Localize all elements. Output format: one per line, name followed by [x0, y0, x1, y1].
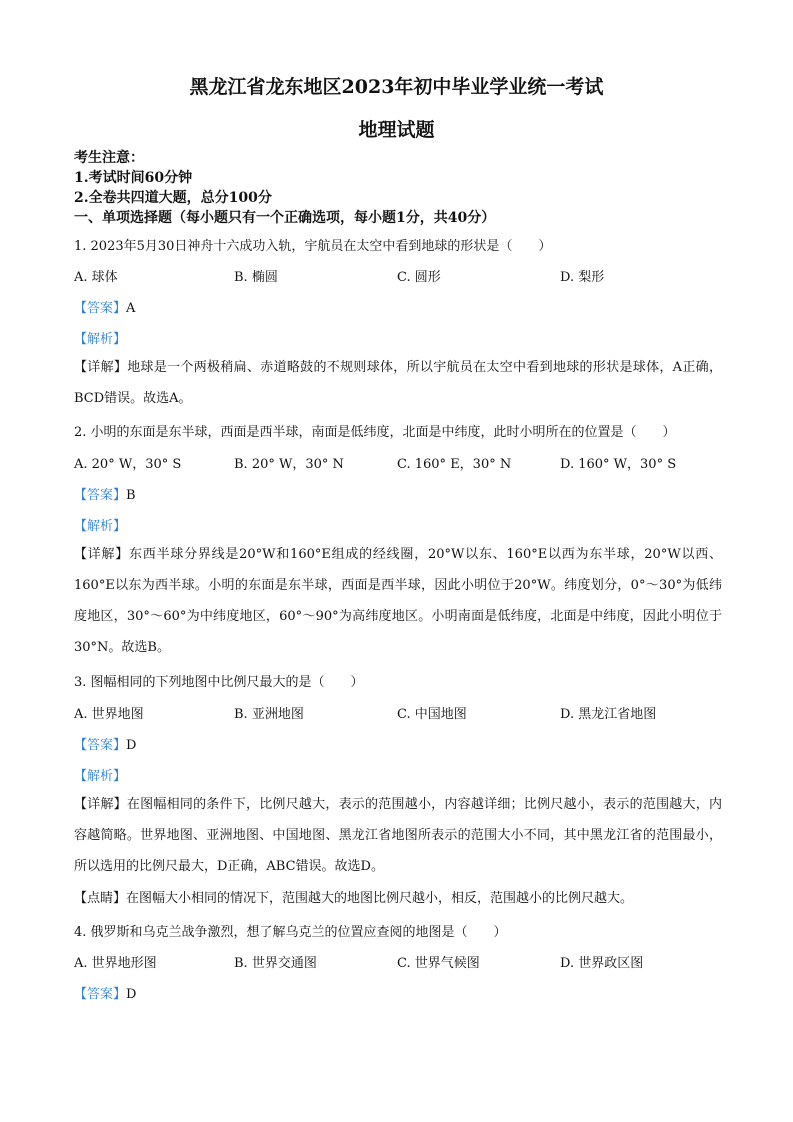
answer-value: B [126, 488, 136, 503]
question-2-detail [74, 539, 722, 663]
question-1-analysis [74, 328, 724, 347]
analysis-tag: 【解析】 [74, 769, 127, 784]
question-3-detail [74, 789, 722, 882]
question-4-option-c: C. 世界气候图 [397, 956, 480, 971]
notice-heading: 考生注意： [74, 150, 144, 166]
question-4-answer [74, 983, 724, 1002]
question-3-comment [74, 883, 722, 914]
question-1-detail [74, 352, 722, 414]
answer-tag: 【答案】 [74, 301, 127, 316]
question-3-option-b: B. 亚洲地图 [234, 707, 304, 722]
question-2-stem: 2. 小明的东面是东半球，西面是西半球，南面是低纬度，北面是中纬度，此时小明所在的位置是（ ） [74, 425, 676, 440]
detail-tag: 【详解】 [74, 360, 128, 375]
question-1-stem: 1. 2023年5月30日神舟十六成功入轨，宇航员在太空中看到地球的形状是（ ） [74, 239, 552, 254]
answer-value: D [126, 738, 137, 753]
analysis-tag: 【解析】 [74, 332, 127, 347]
question-3-option-d: D. 黑龙江省地图 [560, 707, 657, 722]
answer-tag: 【答案】 [74, 488, 127, 503]
answer-value: D [126, 987, 137, 1002]
question-2-option-b: B. 20° W，30° N [234, 457, 344, 472]
comment-text: 在图幅大小相同的情况下，范围越大的地图比例尺越小，相反，范围越小的比例尺越大。 [126, 891, 634, 906]
notice-item-1: 1.考试时间60分钟 [74, 170, 193, 186]
question-3-option-c: C. 中国地图 [397, 707, 467, 722]
exam-subtitle: 地理试题 [358, 119, 435, 141]
exam-title: 黑龙江省龙东地区2023年初中毕业学业统一考试 [189, 76, 604, 98]
question-1-answer [74, 297, 724, 316]
question-1-option-d: D. 梨形 [560, 270, 605, 285]
comment-tag: 【点睛】 [74, 891, 127, 906]
question-4-option-d: D. 世界政区图 [560, 956, 644, 971]
detail-text: 东西半球分界线是20°W和160°E组成的经线圈，20°W以东、160°E以西为东半球，20°W以西、160°E以东为西半球。小明的东面是东半球，西面是西半球，因此小明位于20°W。纬度划分，0°～30°为低纬度地区，30°～60°为中纬度地区，60°～90°为高纬度地区。小明南面是低纬度，北面是中纬度，因此小明位于30°N。故选B。 [74, 547, 722, 655]
question-2-option-d: D. 160° W，30° S [560, 457, 677, 472]
detail-tag: 【详解】 [74, 797, 127, 812]
question-3-answer [74, 734, 724, 753]
question-3-stem: 3. 图幅相同的下列地图中比例尺最大的是（ ） [74, 675, 364, 690]
question-4-option-a: A. 世界地形图 [74, 956, 157, 971]
question-2-option-c: C. 160° E，30° N [397, 457, 512, 472]
notice-item-2: 2.全卷共四道大题，总分100分 [74, 190, 272, 206]
question-1-option-b: B. 椭圆 [234, 270, 278, 285]
detail-text: 地球是一个两极稍扁、赤道略鼓的不规则球体，所以宇航员在太空中看到地球的形状是球体，A正确，BCD错误。故选A。 [74, 360, 722, 406]
question-2-option-a: A. 20° W，30° S [74, 457, 182, 472]
question-4-option-b: B. 世界交通图 [234, 956, 317, 971]
answer-value: A [126, 301, 136, 316]
analysis-tag: 【解析】 [74, 519, 127, 534]
detail-tag: 【详解】 [74, 547, 130, 562]
question-1-option-c: C. 圆形 [397, 270, 441, 285]
question-4-stem: 4. 俄罗斯和乌克兰战争激烈，想了解乌克兰的位置应查阅的地图是（ ） [74, 925, 507, 940]
question-2-analysis [74, 515, 724, 534]
question-3-analysis [74, 765, 724, 784]
answer-tag: 【答案】 [74, 987, 127, 1002]
section-heading: 一、单项选择题（每小题只有一个正确选项，每小题1分，共40分） [74, 210, 496, 226]
question-1-option-a: A. 球体 [74, 270, 118, 285]
question-2-answer [74, 484, 724, 503]
detail-text: 在图幅相同的条件下，比例尺越大，表示的范围越小，内容越详细；比例尺越小，表示的范围越大，内容越简略。世界地图、亚洲地图、中国地图、黑龙江省地图所表示的范围大小不同，其中黑龙江省的范围最小，所以选用的比例尺最大，D正确，ABC错误。故选D。 [74, 797, 722, 874]
question-3-option-a: A. 世界地图 [74, 707, 144, 722]
answer-tag: 【答案】 [74, 738, 127, 753]
